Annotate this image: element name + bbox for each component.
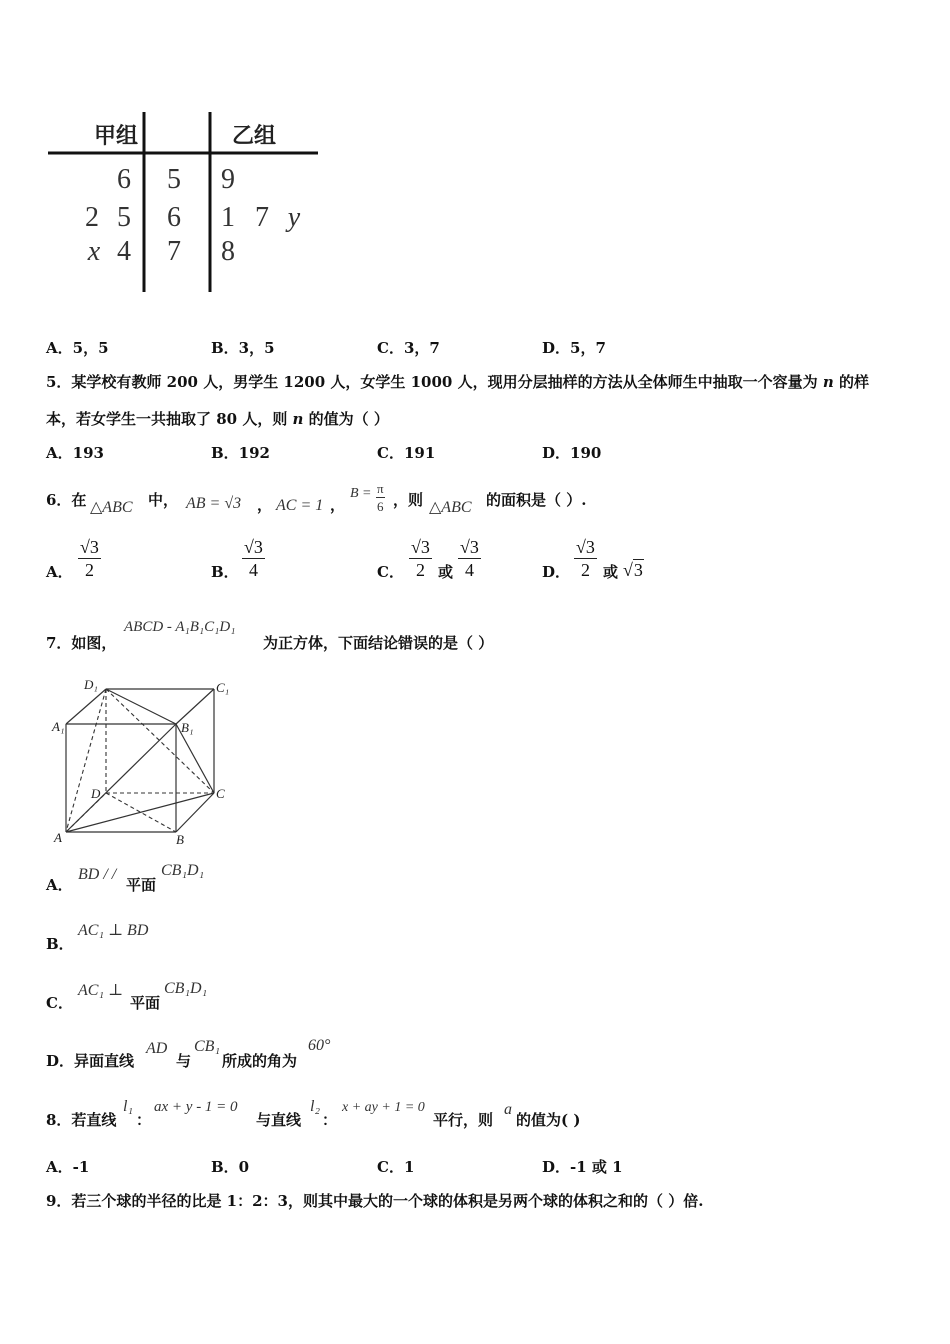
q9-stem: 9．若三个球的半径的比是 1：2：3，则其中最大的一个球的体积是另两个球的体积之和的（ ）倍. <box>46 1192 704 1210</box>
q6-option-a-label: A． <box>46 563 73 581</box>
q6-angle-num: π <box>377 481 384 496</box>
q6-option-d-sqrt: √3 <box>623 560 643 580</box>
cube-figure <box>50 672 240 852</box>
q6-text: ，则 <box>393 491 424 509</box>
stem-leaf-header-right: 乙组 <box>231 123 277 148</box>
fraction-numerator: √3 <box>80 537 99 557</box>
q8-l1: l₁ <box>123 1098 134 1115</box>
q5-stem-line1 <box>46 371 869 392</box>
q4-option-a: A．5，5 <box>46 339 109 357</box>
q5-text: 的值为（ ） <box>303 410 389 428</box>
fraction-numerator: √3 <box>460 537 479 557</box>
leaf-right: 7 <box>255 202 269 233</box>
fraction-numerator: √3 <box>576 537 595 557</box>
q6-angle-den: 6 <box>377 499 384 514</box>
vertex-label-b: B <box>176 832 184 847</box>
q8-l2: l₂ <box>310 1098 321 1115</box>
segment-d1a <box>66 689 106 832</box>
stem: 6 <box>167 202 181 233</box>
q5-text: 5．某学校有教师 200 人，男学生 1200 人，女学生 1000 人，现用分层抽样的方法从全体师生中抽取一个容量为 <box>46 373 823 391</box>
q5-stem-line2 <box>46 408 389 429</box>
q7-option-b-label: B． <box>46 935 74 953</box>
q7-option-d-math3: 60° <box>308 1037 331 1054</box>
q7-option-d-math2: CB₁ <box>194 1038 221 1055</box>
q5-text: 的样 <box>833 373 869 391</box>
stem-leaf-header-left: 甲组 <box>93 123 139 148</box>
q7-option-a-label: A． <box>46 876 73 894</box>
leaf-left: 6 <box>117 164 131 195</box>
cube-edge <box>176 689 214 724</box>
q6-option-d-fraction <box>574 536 597 581</box>
q8-option-d: D．-1 或 1 <box>542 1158 623 1176</box>
sqrt-radicand: 3 <box>633 560 643 580</box>
q7-option-d-math1: AD <box>146 1040 168 1057</box>
leaf-right: 9 <box>221 164 235 195</box>
q8-option-c: C．1 <box>377 1158 415 1176</box>
fraction-denominator: 2 <box>415 560 425 580</box>
q7-option-c-text: 平面 <box>130 994 161 1012</box>
q5-var-n: n <box>822 373 834 391</box>
q6-text: 的面积是（ ）. <box>486 491 587 509</box>
q6-option-c-fraction-2 <box>458 536 481 581</box>
cube-edge <box>176 793 214 832</box>
q6-angle-b: B = <box>350 486 372 501</box>
q6-text: 中， <box>148 491 179 509</box>
q4-option-c: C．3，7 <box>377 339 440 357</box>
q6-ac: AC = 1 <box>276 497 324 514</box>
fraction-numerator: √3 <box>244 537 263 557</box>
q6-option-b-label: B． <box>211 563 239 581</box>
leaf-right: y <box>287 202 301 233</box>
fraction-denominator: 2 <box>84 560 94 580</box>
q8-text: 平行，则 <box>433 1111 494 1129</box>
segment-d1b1 <box>106 689 176 724</box>
stem: 7 <box>167 236 181 267</box>
q5-text: 本，若女学生一共抽取了 80 人，则 <box>46 410 293 428</box>
fraction-denominator: 4 <box>464 560 474 580</box>
cube-edge <box>66 689 106 724</box>
q7-cube-name: ABCD - A₁B₁C₁D₁ <box>124 619 236 635</box>
vertex-label-d: D <box>91 786 101 801</box>
leaf-left: x <box>87 236 101 267</box>
q6-triangle: △ABC <box>429 499 472 516</box>
q7-option-c-math2: CB₁D₁ <box>164 980 208 997</box>
q6-ab: AB = √3 <box>186 495 242 512</box>
q7-option-a-math2: CB₁D₁ <box>161 862 205 879</box>
q7-option-d-mid: 与 <box>176 1052 192 1070</box>
q7-option-a-text: 平面 <box>126 876 157 894</box>
vertex-label-a: A <box>54 830 62 845</box>
q7-option-d-label: D．异面直线 <box>46 1052 135 1070</box>
q8-text: 的值为( ) <box>516 1111 581 1129</box>
q6-option-c-label: C． <box>377 563 404 581</box>
segment-ac <box>66 793 214 832</box>
q4-option-d: D．5，7 <box>542 339 606 357</box>
q6-angle-fraction <box>376 480 385 515</box>
q8-option-a: A．-1 <box>46 1158 90 1176</box>
q7-option-b-math: AC₁ ⊥ BD <box>78 922 149 939</box>
fraction-denominator: 2 <box>580 560 590 580</box>
vertex-label-d1: D₁ <box>84 677 98 692</box>
q5-option-a: A．193 <box>46 444 104 462</box>
q6-number: 6．在 <box>46 491 87 509</box>
leaf-left: 2 <box>85 202 99 233</box>
q7-option-c-label: C． <box>46 994 73 1012</box>
vertex-label-b1: B₁ <box>181 720 194 735</box>
stem-leaf-plot <box>40 100 340 300</box>
q4-option-b: B．3，5 <box>211 339 275 357</box>
fraction-numerator: √3 <box>411 537 430 557</box>
leaf-left: 5 <box>117 202 131 233</box>
q8-text: 与直线 <box>256 1111 302 1129</box>
q6-option-b-fraction <box>242 536 265 581</box>
q7-option-d-text: 所成的角为 <box>222 1052 298 1070</box>
leaf-right: 1 <box>221 202 235 233</box>
q8-var-a: a <box>504 1101 512 1118</box>
q7-number: 7．如图， <box>46 634 117 652</box>
q5-option-b: B．192 <box>211 444 270 462</box>
q6-option-a-fraction <box>78 536 101 581</box>
vertex-label-c1: C₁ <box>216 680 230 695</box>
vertex-label-a1: A₁ <box>52 719 65 734</box>
q6-comma: ， <box>257 496 273 514</box>
q8-colon: ： <box>322 1111 338 1129</box>
q5-option-c: C．191 <box>377 444 436 462</box>
fraction-denominator: 4 <box>248 560 258 580</box>
q6-option-c-fraction-1 <box>409 536 432 581</box>
q6-option-c-or: 或 <box>438 563 454 581</box>
q7-option-c-math: AC₁ ⊥ <box>78 982 124 999</box>
q6-comma: ， <box>330 496 346 514</box>
q6-option-d-label: D． <box>542 563 571 581</box>
leaf-right: 8 <box>221 236 235 267</box>
q8-option-b: B．0 <box>211 1158 250 1176</box>
leaf-left: 4 <box>117 236 131 267</box>
q8-equation-2: x + ay + 1 = 0 <box>342 1100 425 1115</box>
q7-text: 为正方体，下面结论错误的是（ ） <box>263 634 494 652</box>
q5-var-n: n <box>292 410 304 428</box>
q8-equation-1: ax + y - 1 = 0 <box>154 1099 238 1115</box>
vertex-label-c: C <box>216 786 225 801</box>
q8-number: 8．若直线 <box>46 1111 117 1129</box>
q5-option-d: D．190 <box>542 444 602 462</box>
q6-option-d-or: 或 <box>603 563 619 581</box>
stem: 5 <box>167 164 181 195</box>
q8-colon: ： <box>136 1111 152 1129</box>
q6-triangle: △ABC <box>90 499 133 516</box>
q7-option-a-math: BD / / <box>78 866 117 883</box>
